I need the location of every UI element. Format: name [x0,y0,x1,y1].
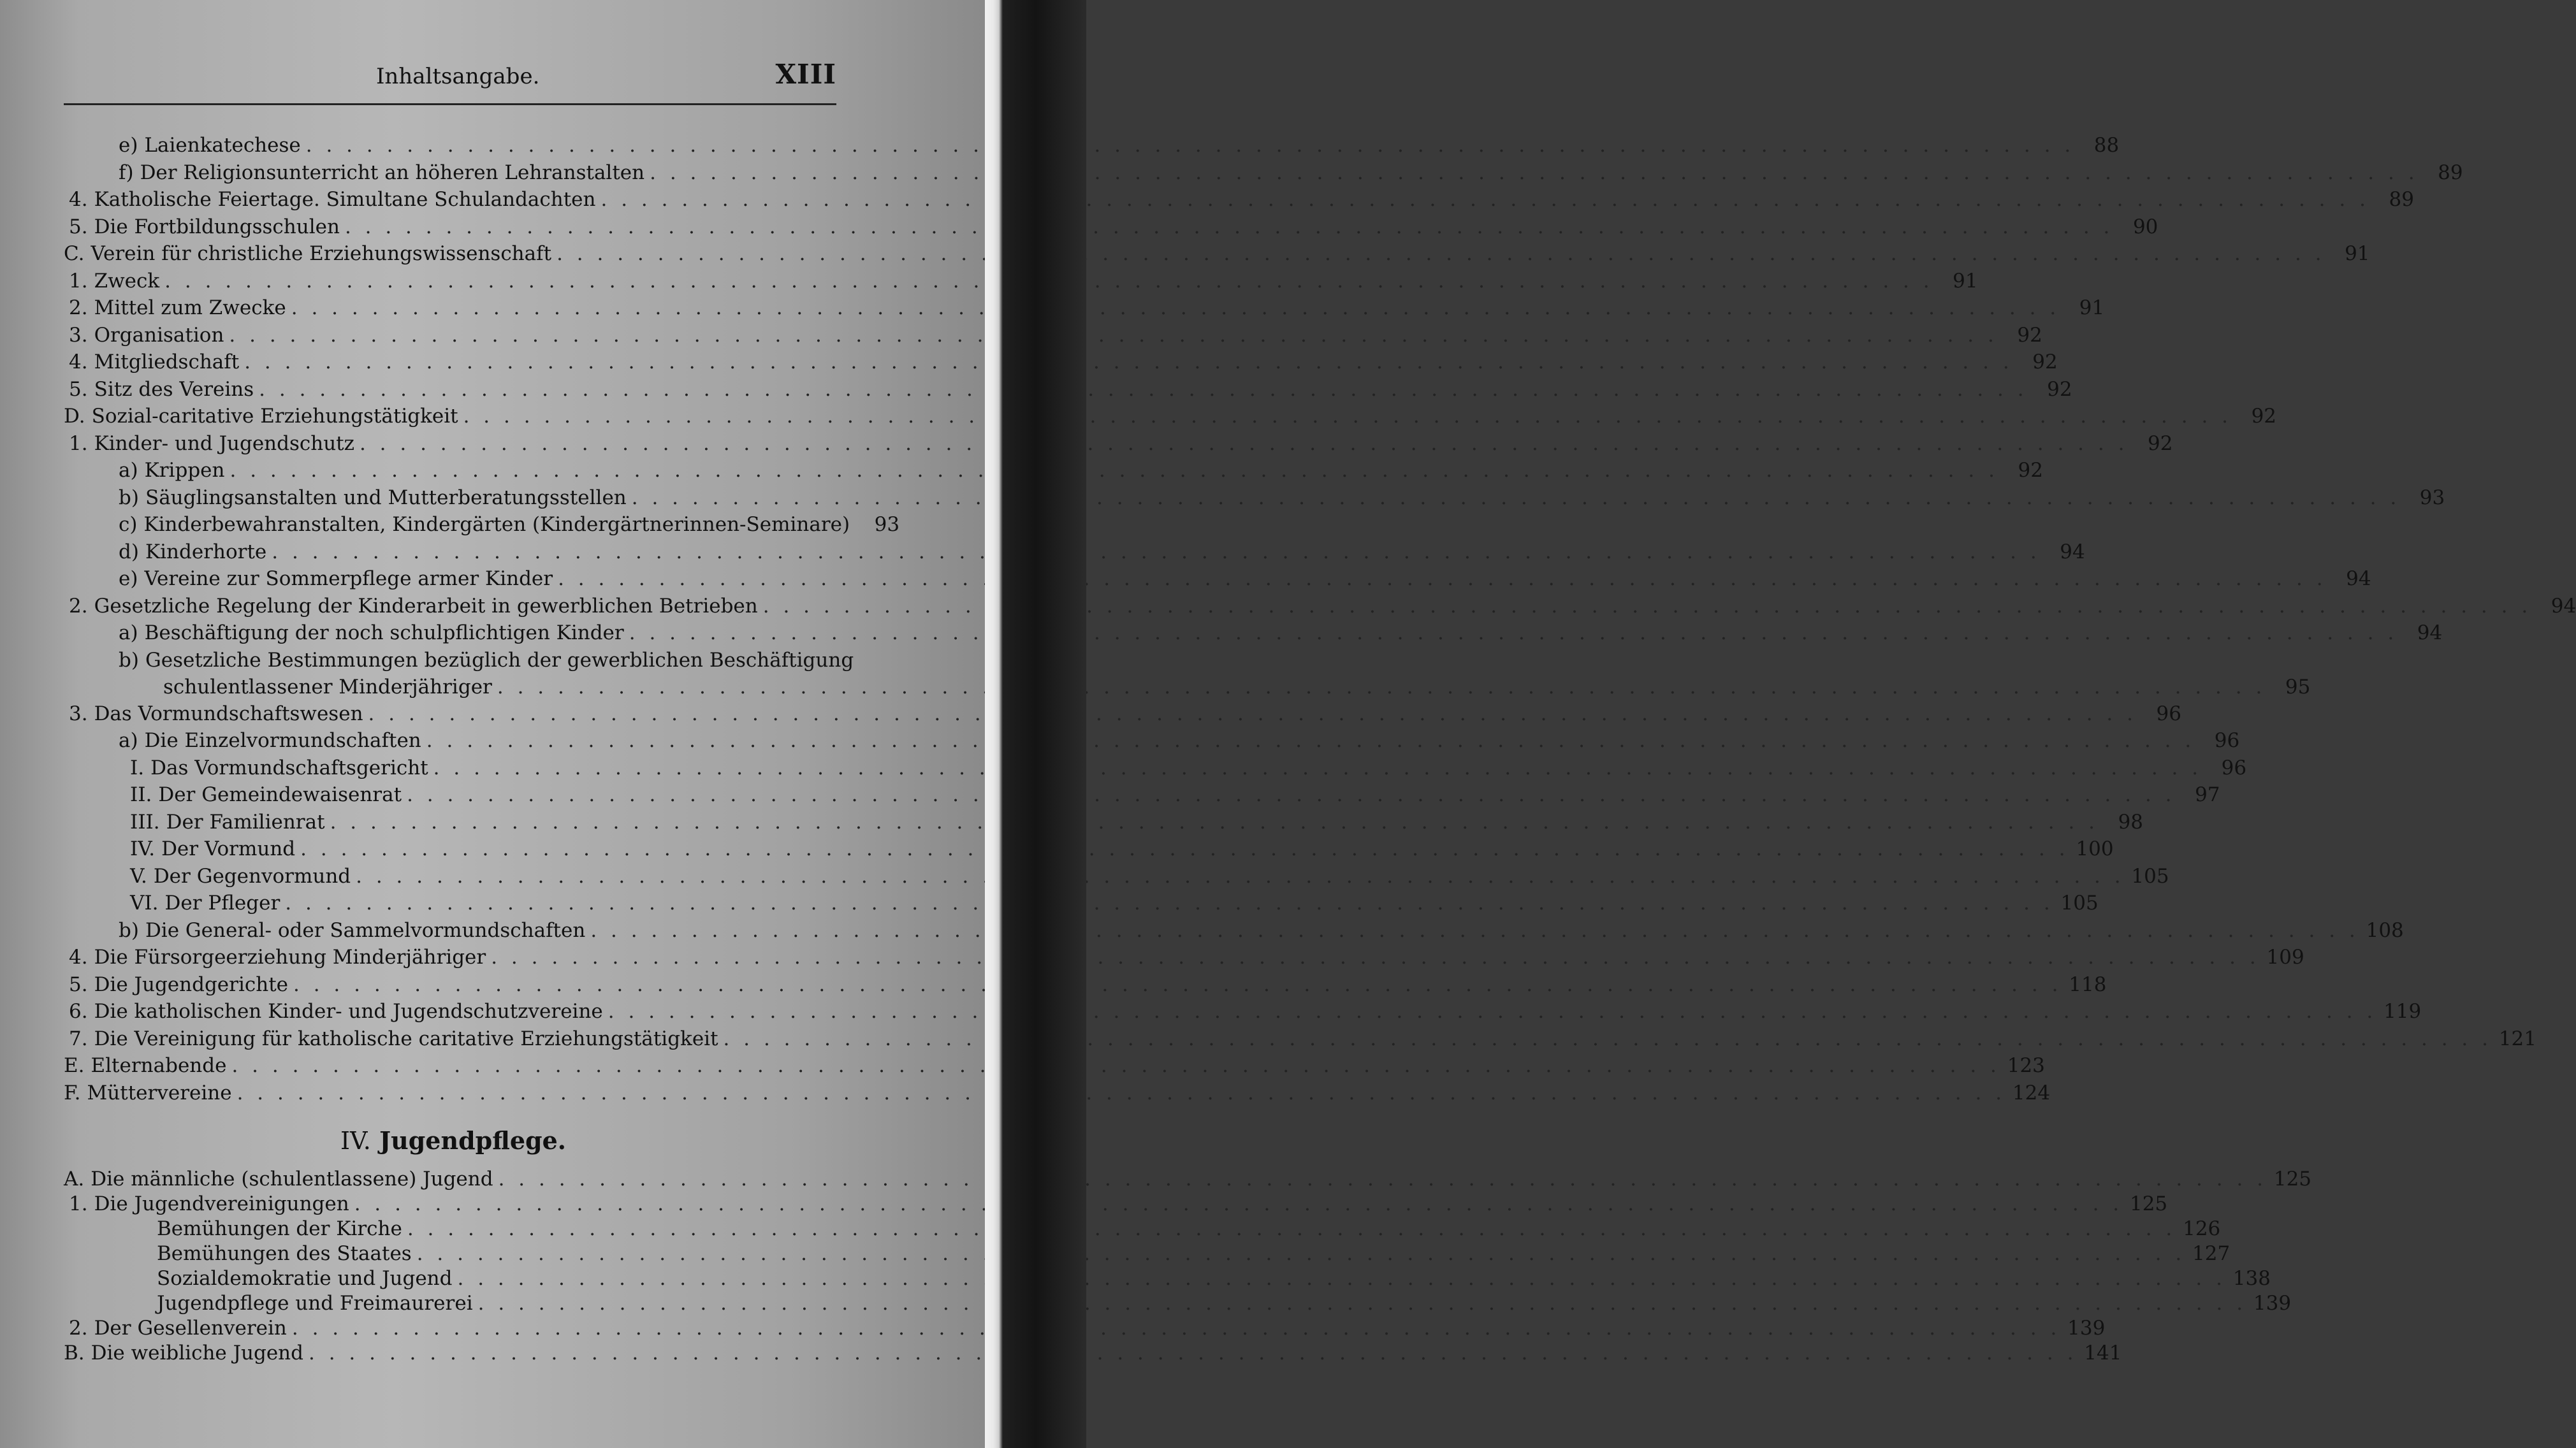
dot-leader [491,946,2259,969]
toc-entry-number: e) [119,134,138,157]
toc-entry [64,1317,2106,1342]
dot-leader [407,1217,2176,1240]
toc-entry-number: 3. [69,702,88,725]
dot-leader [557,242,2325,265]
toc-entry [64,215,2158,243]
toc-entry-title: Der Pfleger [164,892,280,915]
toc-entry [64,1000,2422,1027]
toc-entry-page: 96 [2214,729,2240,752]
toc-entry [64,621,2443,649]
toc-entry-page: 105 [2131,864,2169,888]
toc-entry-page: 96 [2156,702,2181,725]
toc-entry-page: 89 [2438,161,2463,184]
toc-entry [64,540,2085,568]
toc-entry [64,810,2144,838]
toc-entry-number: V. [130,864,147,888]
dot-leader [300,837,2069,860]
toc-entry-number: a) [119,459,138,482]
toc-entry-title: Säuglingsanstalten und Mutterberatungsstellen [145,486,627,509]
toc-entry-number: D. [64,405,85,428]
toc-entry [64,1292,2292,1317]
toc-entry-page: 118 [2069,973,2107,996]
dot-leader [285,892,2053,915]
toc-entry [64,1217,2221,1242]
toc-entry [64,486,2445,514]
toc-entry-page: 94 [2417,621,2443,644]
dot-leader [231,1054,2000,1077]
dot-leader [608,1000,2376,1023]
dot-leader [497,676,2266,699]
toc-entry [64,783,2220,811]
toc-entry [64,269,1978,297]
dot-leader [433,757,2202,779]
toc-entry [64,892,2099,919]
toc-entry-number: 3. [69,323,88,347]
toc-entry-number: 4. [69,351,88,373]
toc-entry-title: Bemühungen der Kirche [157,1217,402,1240]
toc-entry-page: 125 [2273,1168,2312,1191]
page-header [64,56,841,107]
toc-entry-number: II. [130,783,152,806]
toc-entry-title: Die General- oder Sammelvormundschaften [145,918,586,942]
toc-entry-title: Verein für christliche Erziehungswissenschaft [91,242,552,265]
toc-group-c [64,1168,2312,1366]
toc-entry-page: 141 [2084,1342,2122,1365]
toc-entry [64,431,2173,460]
toc-entry [64,1027,2536,1055]
dot-leader [407,783,2175,806]
toc-entry-title: Laienkatechese [144,134,301,157]
toc-entry-page: 125 [2129,1192,2168,1215]
toc-entry-number: B. [64,1342,85,1365]
toc-entry-page: 94 [2551,594,2576,618]
toc-entry-title: Der Gegenvormund [153,864,351,888]
toc-entry [64,1081,2051,1109]
toc-entry [64,1192,2168,1217]
dot-leader [259,378,2027,401]
dot-leader [632,486,2400,509]
toc-entry-title: Beschäftigung der noch schulpflichtigen Kinder [144,621,624,644]
toc-entry-number: 6. [69,1000,88,1023]
dot-leader [229,324,1997,347]
toc-entry [64,729,2240,757]
toc-entry-page: 94 [2060,540,2085,563]
toc-entry-page: 105 [2060,892,2099,915]
toc-group-a [64,134,2576,649]
toc-entry-number: b) [119,486,139,509]
toc-entry [64,946,2304,973]
toc-entry-page: 92 [2018,459,2043,482]
toc-entry-page: 91 [2079,296,2105,319]
toc-entry-title: Krippen [144,459,225,482]
toc-entry-page: 92 [2251,405,2277,428]
dot-leader [629,621,2398,644]
toc-entry [64,594,2576,622]
toc-entry-number: VI. [130,892,159,915]
toc-entry-title: Die Vereinigung für katholische caritative Erziehungstätigkeit [94,1027,718,1050]
toc-entry-number: E. [64,1054,85,1077]
toc-entry [64,1267,2271,1292]
toc-entry-title: Sozialdemokratie und Jugend [157,1267,453,1290]
toc-entry-title: Kinderbewahranstalten, Kindergärten (Kindergärtnerinnen-Seminare) [143,513,850,536]
toc-entry-number: 5. [69,377,88,401]
dot-leader [309,1342,2077,1365]
dot-leader [457,1267,2225,1290]
dot-leader [293,973,2062,996]
toc-entry-page: 94 [2346,567,2371,590]
toc-group-b [64,702,2536,1109]
dot-leader [354,1192,2123,1215]
toc-entry-number: d) [119,540,139,563]
toc-entry-page: 109 [2266,946,2304,969]
dot-leader [463,405,2232,428]
toc-entry-title: Mittel zum Zwecke [94,296,286,319]
toc-entry-number: a) [119,729,138,752]
toc-entry-page: 92 [2032,351,2058,373]
toc-entry-title: Der Gesellenverein [94,1317,287,1340]
toc-entry-number: 5. [69,973,88,996]
toc-entry-title: Jugendpflege und Freimaurerei [157,1292,473,1315]
toc-entry-page: 124 [2012,1081,2051,1104]
toc-entry-number: f) [119,161,134,184]
section-title: Jugendpflege. [379,1126,567,1155]
toc-entry-page: 92 [2017,323,2042,347]
toc-entry [64,756,2247,784]
toc-entry-title: Der Gemeindewaisenrat [158,783,402,806]
toc-entry-page: 100 [2076,837,2114,860]
running-title: Inhaltsangabe. [376,64,540,89]
toc-entry-page: 139 [2253,1292,2292,1315]
dot-leader [356,865,2124,888]
toc-entry-page: 95 [2285,675,2311,699]
toc-entry-title: Katholische Feiertage. Simultane Schulandachten [94,188,596,211]
dot-leader [330,811,2099,834]
toc-entry-number: 1. [69,1192,88,1215]
dot-leader [426,729,2195,752]
toc-entry-title: Die Jugendgerichte [94,973,288,996]
toc-entry-title: Organisation [94,323,224,347]
toc-entry-number: III. [130,810,160,834]
toc-entry-title: Gesetzliche Regelung der Kinderarbeit in gewerblichen Betrieben [94,594,758,618]
toc-entry [64,351,2058,378]
page-number: XIII [775,59,836,90]
toc-entry-number: IV. [130,837,156,860]
toc-entry-page: 121 [2498,1027,2536,1050]
toc-entry-page: 139 [2067,1317,2106,1340]
toc-entry-title: Der Religionsunterricht an höheren Lehranstalten [140,161,645,184]
toc-entry-page: 138 [2232,1267,2271,1290]
toc-entry-page: 90 [2132,215,2158,238]
dot-leader [590,919,2359,942]
book-binding-edge [985,0,1086,1448]
toc-entry-page: 127 [2192,1242,2230,1265]
toc-entry-title-continued: schulentlassener Minderjähriger [163,675,492,699]
toc-entry-page: 96 [2221,756,2247,779]
toc-entry-title: Bemühungen des Staates [157,1242,412,1265]
toc-entry-title: Der Familienrat [166,810,325,834]
toc-entry-page: 126 [2183,1217,2221,1240]
toc-entry-title: Kinderhorte [145,540,267,563]
toc-entry [64,134,2120,161]
toc-entry-title: Die Jugendvereinigungen [94,1192,349,1215]
dot-leader [601,188,2369,211]
toc-entry [64,377,2072,405]
toc-entry [64,567,2371,595]
toc-entry-number: 7. [69,1027,88,1050]
toc-entry-page: 119 [2383,1000,2422,1023]
toc-entry [64,323,2042,351]
toc-entry [64,1242,2230,1267]
section-numeral: IV. [340,1127,371,1155]
toc-entry-number: b) [119,918,139,942]
table-of-contents [64,134,2576,1366]
toc-entry-page: 93 [2419,486,2445,509]
dot-leader [417,1242,2185,1265]
dot-leader [306,134,2074,157]
toc-entry-continuation [64,675,2311,702]
toc-entry [64,161,2463,189]
dot-leader [498,1168,2267,1191]
toc-entry-title: Vereine zur Sommerpflege armer Kinder [144,567,553,590]
dot-leader [558,567,2326,590]
toc-entry-page: 123 [2007,1054,2045,1077]
toc-entry [64,188,2414,215]
toc-entry-title: Die Einzelvormundschaften [144,729,421,752]
section-heading [64,1126,843,1155]
dot-leader [244,351,2012,373]
toc-entry-page: 91 [2345,242,2370,265]
toc-entry-page: 98 [2118,810,2144,834]
toc-entry-page: 92 [2147,431,2173,455]
toc-entry [64,513,900,540]
toc-entry-page: 88 [2093,134,2120,157]
dot-leader [478,1292,2246,1315]
toc-entry-number: 5. [69,215,88,238]
toc-entry-number: A. [64,1168,85,1191]
toc-entry-number: a) [119,621,138,644]
toc-entry [64,702,2181,730]
dot-leader [292,1317,2060,1340]
toc-entry-number: e) [119,567,138,590]
toc-entry [64,1342,2122,1366]
toc-entry-number: C. [64,242,85,265]
toc-entry-page: 92 [2047,377,2072,401]
toc-entry [64,648,854,676]
toc-entry-number: 4. [69,188,88,211]
toc-entry-title: Die weibliche Jugend [91,1342,303,1365]
toc-entry [64,918,2404,946]
toc-entry-number: I. [130,756,145,779]
toc-entry [64,1054,2045,1082]
toc-entry-number: b) [119,648,139,672]
toc-entry-number: c) [119,513,138,536]
toc-entry-number: 1. [69,269,88,293]
header-rule [64,103,836,105]
toc-entry-page: 108 [2366,918,2404,942]
toc-entry-title: Die Fürsorgeerziehung Minderjähriger [94,946,486,969]
toc-entry-title: Die männliche (schulentlassene) Jugend [91,1168,493,1191]
toc-entry-title: Mitgliedschaft [94,351,240,373]
dot-leader [229,459,1998,482]
toc-entry-title: Zweck [94,269,160,293]
toc-entry-title: Sitz des Vereins [94,377,254,401]
toc-entry-number: 2. [69,594,88,618]
toc-entry-title: Gesetzliche Bestimmungen bezüglich der gewerblichen Beschäftigung [145,648,854,672]
toc-entry-title: Das Vormundschaftswesen [94,702,363,725]
toc-entry [64,296,2105,324]
toc-entry-number: 2. [69,1317,88,1340]
toc-entry [64,242,2370,270]
toc-entry-number: 1. [69,431,88,455]
dot-leader [650,161,2418,184]
toc-entry-title: Der Vormund [161,837,296,860]
toc-entry [64,459,2043,486]
dot-leader [360,432,2128,455]
dot-leader [291,296,2060,319]
toc-entry-title: Elternabende [91,1054,227,1077]
toc-entry-title: Das Vormundschaftsgericht [150,756,428,779]
toc-entry-page: 91 [1953,269,1978,293]
toc-entry [64,1168,2312,1192]
toc-entry-number: 4. [69,946,88,969]
dot-leader [237,1082,2005,1104]
dot-leader [345,215,2113,238]
toc-entry-page: 89 [2389,188,2414,211]
toc-entry-title: Müttervereine [87,1081,232,1104]
toc-entry [64,837,2114,865]
toc-entry-page: 97 [2195,783,2220,806]
toc-entry-number: F. [64,1081,81,1104]
toc-entry-number: 2. [69,296,88,319]
toc-entry [64,405,2277,432]
toc-entry [64,864,2169,892]
dot-leader [272,540,2040,563]
toc-entry-title: Die katholischen Kinder- und Jugendschutzvereine [94,1000,603,1023]
toc-entry-title: Die Fortbildungsschulen [94,215,340,238]
toc-entry [64,973,2107,1001]
dot-leader [368,702,2137,725]
toc-entry-title: Kinder- und Jugendschutz [94,431,354,455]
toc-entry-page: 93 [874,513,900,536]
toc-entry-title: Sozial-caritative Erziehungstätigkeit [91,405,458,428]
